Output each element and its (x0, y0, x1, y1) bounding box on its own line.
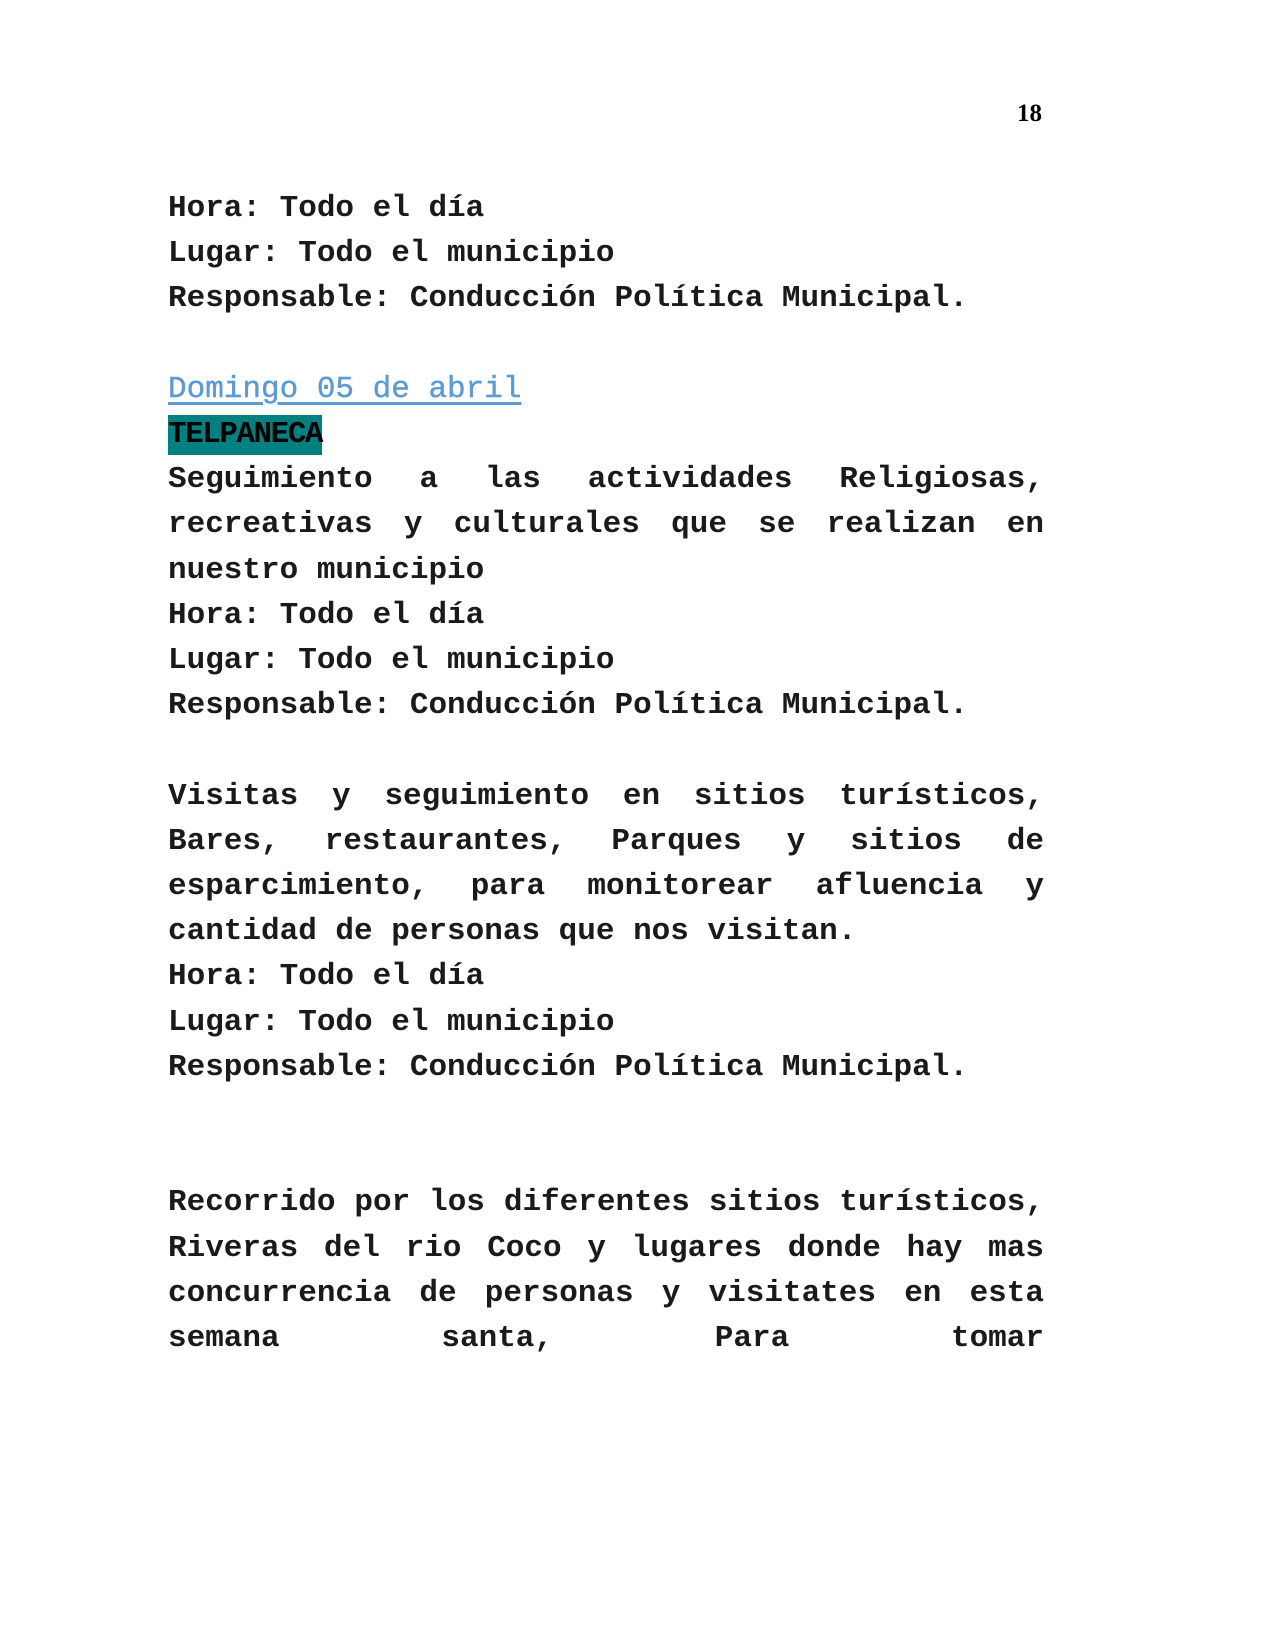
place-tag-highlight: TELPANECA (168, 415, 322, 455)
hora-line: Hora: Todo el día (168, 959, 485, 995)
date-heading: Domingo 05 de abril (168, 371, 522, 407)
hora-line: Hora: Todo el día (168, 191, 485, 226)
lugar-line: Lugar: Todo el municipio (168, 643, 615, 679)
activity-description: Recorrido por los diferentes sitios turísticos, Riveras del rio Coco y lugares donde hay mas concurrencia de personas y visitates en esta semana santa, Para tomar (168, 1185, 1044, 1357)
page-number: 18 (1017, 100, 1042, 127)
top-schedule-block (168, 186, 1044, 322)
lugar-line: Lugar: Todo el municipio (168, 1004, 615, 1040)
hora-line: Hora: Todo el día (168, 597, 485, 633)
activity-description: Seguimiento a las actividades Religiosas, recreativas y culturales que se realizan en nuestro municipio (168, 462, 1044, 588)
responsable-line: Responsable: Conducción Política Municipal. (168, 688, 968, 724)
date-section (168, 367, 1044, 457)
activity-2 (168, 774, 1044, 1090)
responsable-line: Responsable: Conducción Política Municipal. (168, 281, 968, 317)
responsable-line: Responsable: Conducción Política Municipal. (168, 1049, 968, 1085)
activity-description: Visitas y seguimiento en sitios turísticos, Bares, restaurantes, Parques y sitios de esparcimiento, para monitorear afluencia y cantidad de personas que nos visitan. (168, 778, 1044, 950)
lugar-line: Lugar: Todo el municipio (168, 236, 615, 272)
document-body (168, 186, 1044, 1361)
activity-1 (168, 457, 1044, 728)
activity-3 (168, 1180, 1044, 1361)
